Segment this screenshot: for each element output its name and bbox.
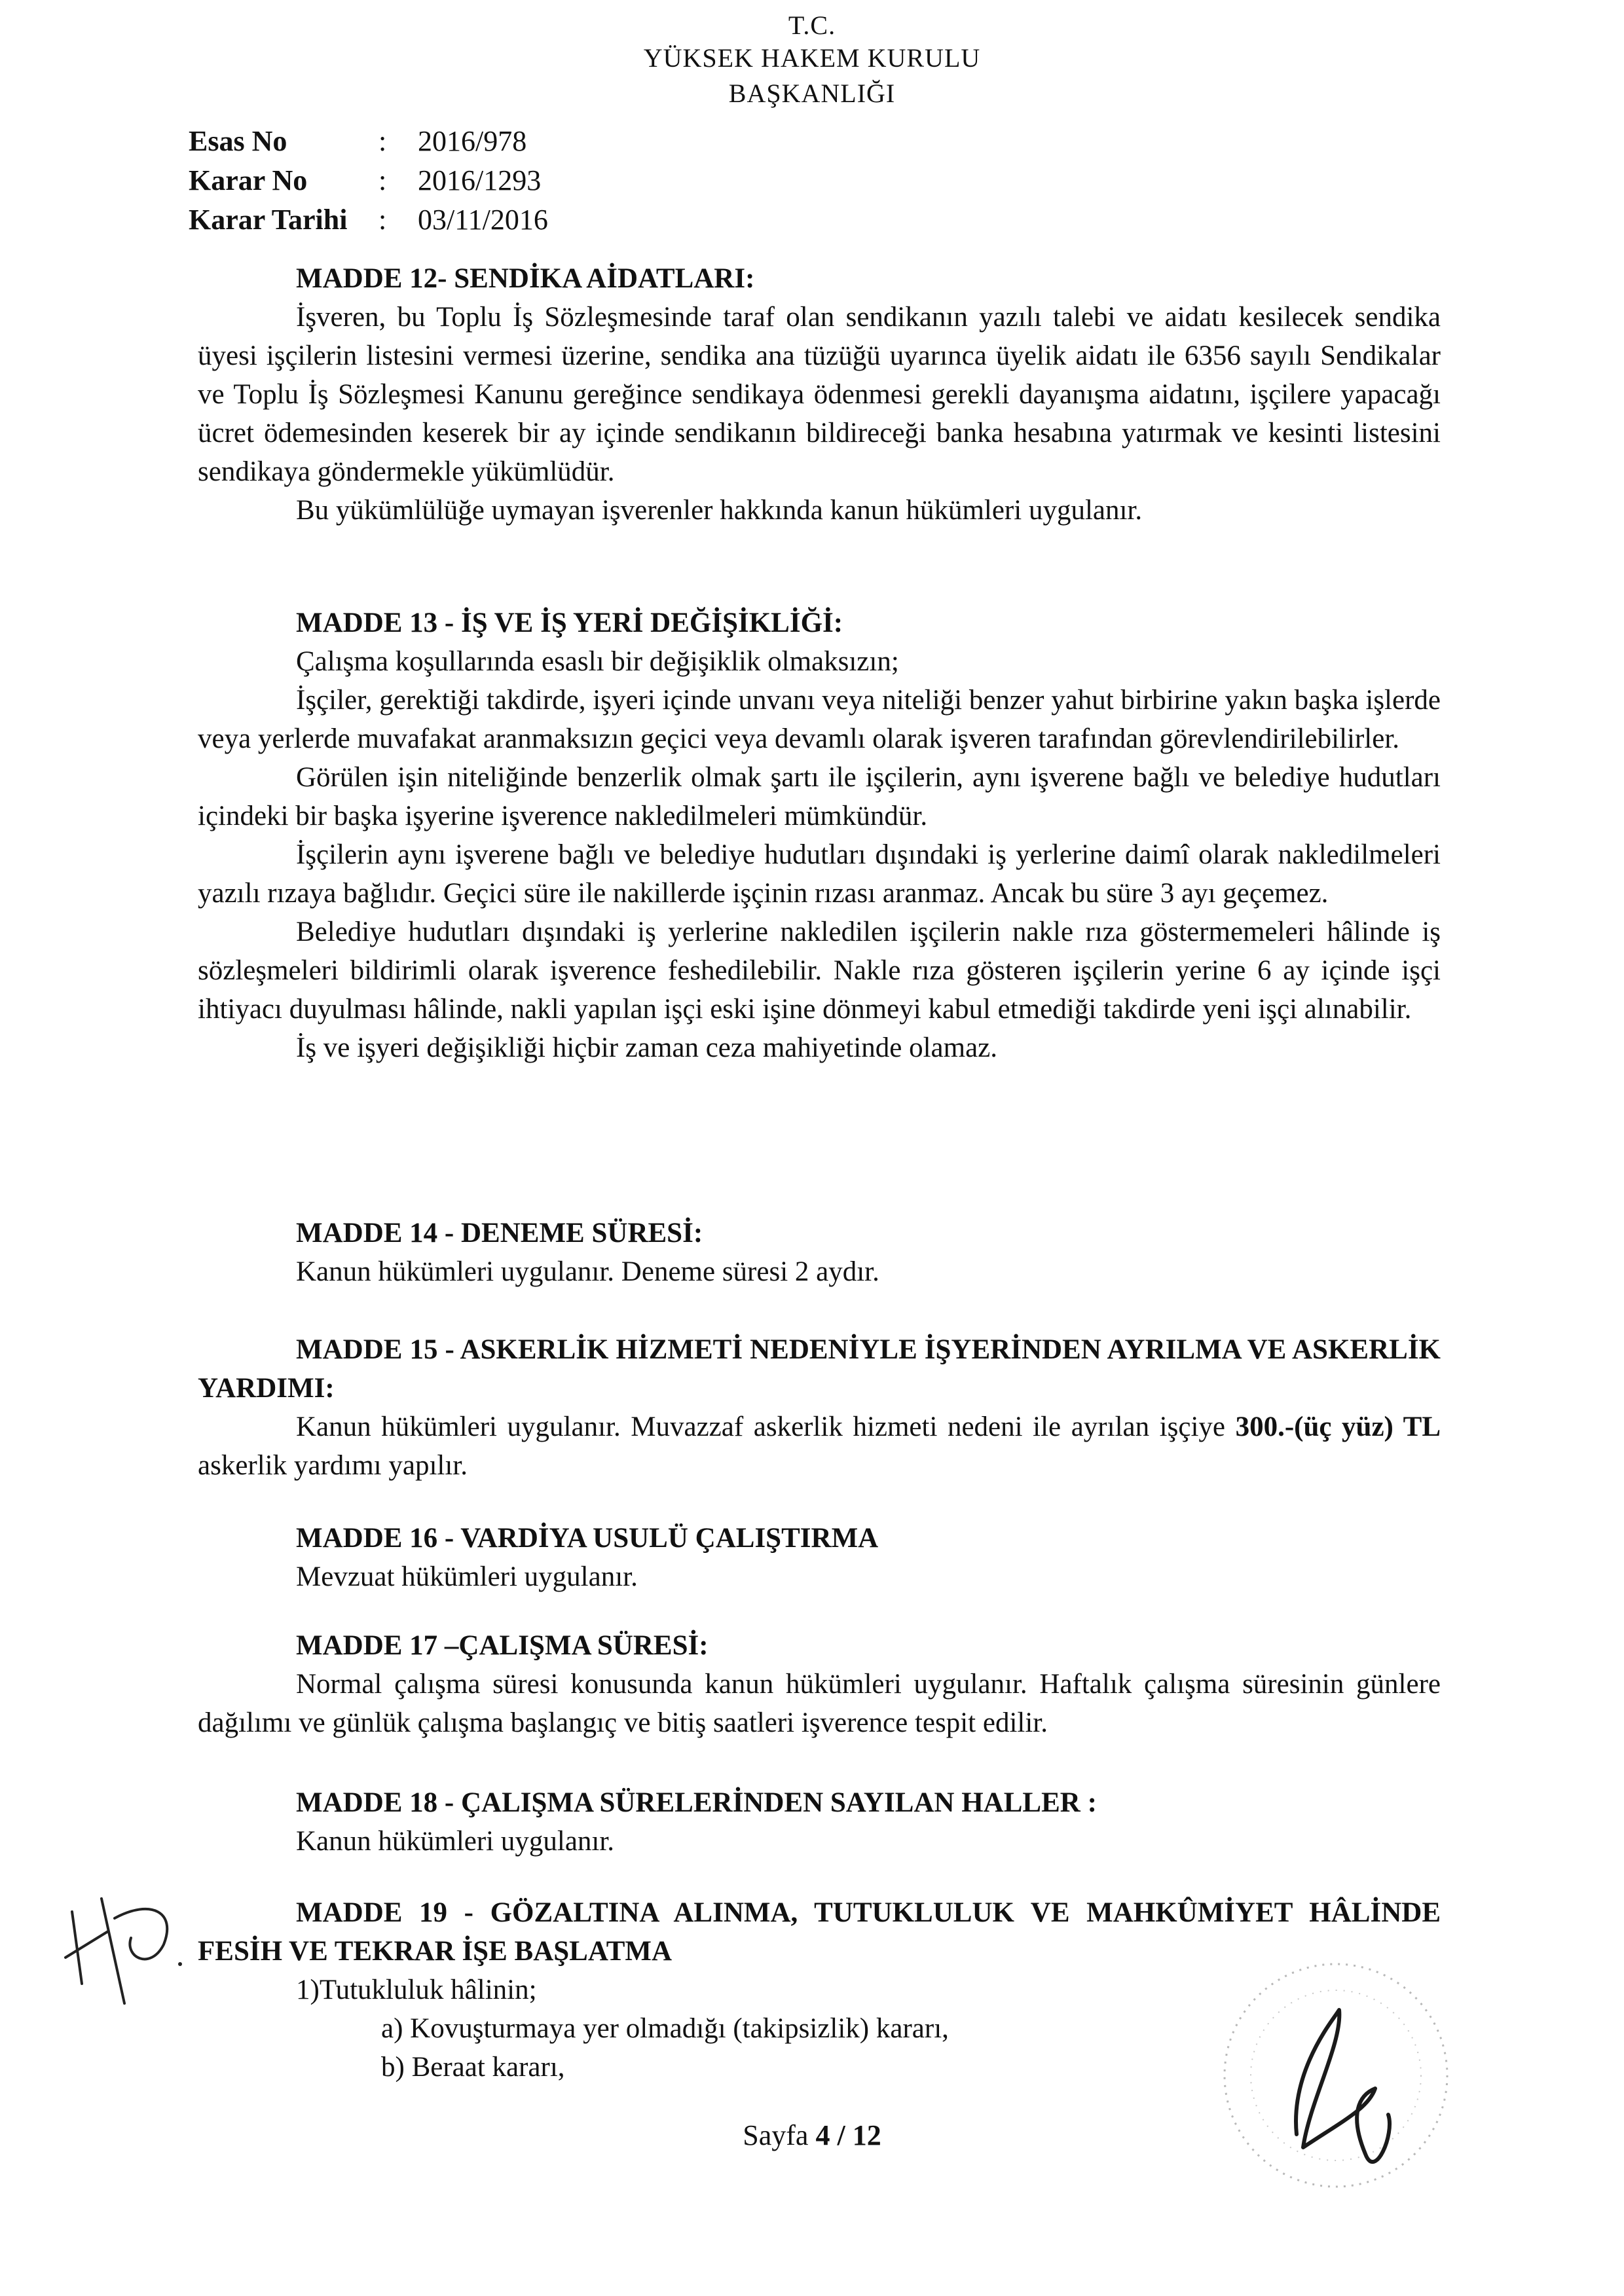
article-paragraph: Mevzuat hükümleri uygulanır. (296, 1561, 638, 1592)
meta-row-karar (189, 161, 548, 200)
article-paragraph: Kanun hükümleri uygulanır. (296, 1826, 615, 1857)
article-13 (198, 604, 1441, 1067)
page-total: 12 (852, 2119, 881, 2151)
meta-label: Karar Tarihi (189, 204, 348, 236)
article-title: MADDE 17 –ÇALIŞMA SÜRESİ: (296, 1630, 709, 1661)
meta-colon: : (378, 125, 387, 157)
article-14 (198, 1214, 1441, 1291)
article-title: MADDE 16 - VARDİYA USULÜ ÇALIŞTIRMA (296, 1523, 879, 1554)
meta-value: 2016/1293 (418, 164, 542, 196)
meta-value: 2016/978 (418, 125, 527, 157)
article-paragraph: Çalışma koşullarında esaslı bir değişiklik olmaksızın; (296, 646, 899, 677)
header-line-1: T.C. (788, 10, 836, 40)
article-12 (198, 259, 1441, 530)
case-meta (189, 122, 548, 240)
article-title: MADDE 13 - İŞ VE İŞ YERİ DEĞİŞİKLİĞİ: (296, 608, 843, 638)
article-title: MADDE 19 - GÖZALTINA ALINMA, TUTUKLULUK VE MAHKÛMİYET HÂLİNDE FESİH VE TEKRAR İŞE BAŞLATMA (198, 1897, 1441, 1967)
article-paragraph: Normal çalışma süresi konusunda kanun hükümleri uygulanır. Haftalık çalışma süresinin günlere dağılımı ve günlük çalışma başlangıç ve bitiş saatleri işverence tespit edilir. (198, 1669, 1441, 1738)
article-title: MADDE 14 - DENEME SÜRESİ: (296, 1218, 703, 1248)
paragraph-bold-amount: 300.-(üç yüz) TL (1235, 1412, 1441, 1442)
meta-row-tarih (189, 200, 548, 240)
page-number: 4 (815, 2119, 830, 2151)
meta-row-esas (189, 122, 548, 161)
article-paragraph: İşçiler, gerektiği takdirde, işyeri içinde unvanı veya niteliği benzer yahut birbirine yakın başka işlerde veya yerlerde muvafakat aranmaksızın geçici veya devamlı olarak işveren tarafından görevlendirilebilirler. (198, 685, 1441, 754)
article-paragraph: Görülen işin niteliğinde benzerlik olmak şartı ile işçilerin, aynı işverene bağlı ve belediye hudutları içindeki bir başka işyerine işverence nakledilmeleri mümkündür. (198, 762, 1441, 831)
page-prefix: Sayfa (743, 2119, 816, 2151)
page-separator: / (830, 2119, 853, 2151)
article-paragraph: İşçilerin aynı işverene bağlı ve belediye hudutları dışındaki iş yerlerine daimî olarak nakledilmeleri yazılı rızaya bağlıdır. Geçici süre ile nakillerde işçinin rızası aranmaz. Ancak bu süre 3 ayı geçemez. (198, 839, 1441, 909)
article-paragraph: Belediye hudutları dışındaki iş yerlerine nakledilen işçilerin nakle rıza göstermemeleri hâlinde iş sözleşmeleri bildirimli olarak işverence feshedilebilir. Nakle rıza gösteren işçilerin yerine 6 ay içinde işçi ihtiyacı duyulması hâlinde, nakli yapılan işçi eski işine dönmeyi kabul etmediği takdirde yeni işçi alınabilir. (198, 917, 1441, 1025)
article-paragraph: Bu yükümlülüğe uymayan işverenler hakkında kanun hükümleri uygulanır. (296, 495, 1143, 526)
paragraph-text: askerlik yardımı yapılır. (198, 1450, 468, 1481)
article-16 (198, 1519, 1441, 1596)
article-title: MADDE 18 - ÇALIŞMA SÜRELERİNDEN SAYILAN HALLER : (296, 1787, 1097, 1818)
article-title: MADDE 15 - ASKERLİK HİZMETİ NEDENİYLE İŞYERİNDEN AYRILMA VE ASKERLİK YARDIMI: (198, 1334, 1441, 1404)
article-title: MADDE 12- SENDİKA AİDATLARI: (296, 263, 755, 294)
header-line-2: YÜKSEK HAKEM KURULU (643, 43, 981, 73)
signature-stamp-icon (1198, 1938, 1473, 2213)
article-paragraph: İşveren, bu Toplu İş Sözleşmesinde taraf olan sendikanın yazılı talebi ve aidatı kesilecek sendika üyesi işçilerin listesini vermesi üzerine, sendika ana tüzüğü uyarınca üyelik aidatı ile 6356 sayılı Sendikalar ve Toplu İş Sözleşmesi Kanunu gereğince sendikaya ödenmesi gerekli dayanışma aidatını, işçilere yapacağı ücret ödemesinden keserek bir ay içinde sendikanın bildireceği banka hesabına yatırmak ve kesinti listesini sendikaya göndermekle yükümlüdür. (198, 302, 1441, 487)
meta-value: 03/11/2016 (418, 204, 548, 236)
article-paragraph (198, 1408, 1441, 1485)
article-paragraph: Kanun hükümleri uygulanır. Deneme süresi 2 aydır. (296, 1256, 879, 1287)
list-item: b) Beraat kararı, (381, 2052, 565, 2083)
article-17 (198, 1626, 1441, 1742)
list-item: a) Kovuşturmaya yer olmadığı (takipsizlik) kararı, (381, 2013, 949, 2044)
article-18 (198, 1783, 1441, 1861)
article-15 (198, 1330, 1441, 1485)
handwritten-initials-icon (52, 1886, 196, 2016)
article-paragraph: 1)Tutukluluk hâlinin; (296, 1975, 537, 2005)
meta-label: Esas No (189, 125, 287, 157)
article-paragraph: İş ve işyeri değişikliği hiçbir zaman ceza mahiyetinde olamaz. (296, 1032, 998, 1063)
meta-colon: : (378, 204, 387, 236)
header-line-3: BAŞKANLIĞI (728, 79, 896, 108)
paragraph-text: Kanun hükümleri uygulanır. Muvazzaf askerlik hizmeti nedeni ile ayrılan işçiye (296, 1412, 1236, 1442)
meta-colon: : (378, 164, 387, 196)
meta-label: Karar No (189, 164, 308, 196)
